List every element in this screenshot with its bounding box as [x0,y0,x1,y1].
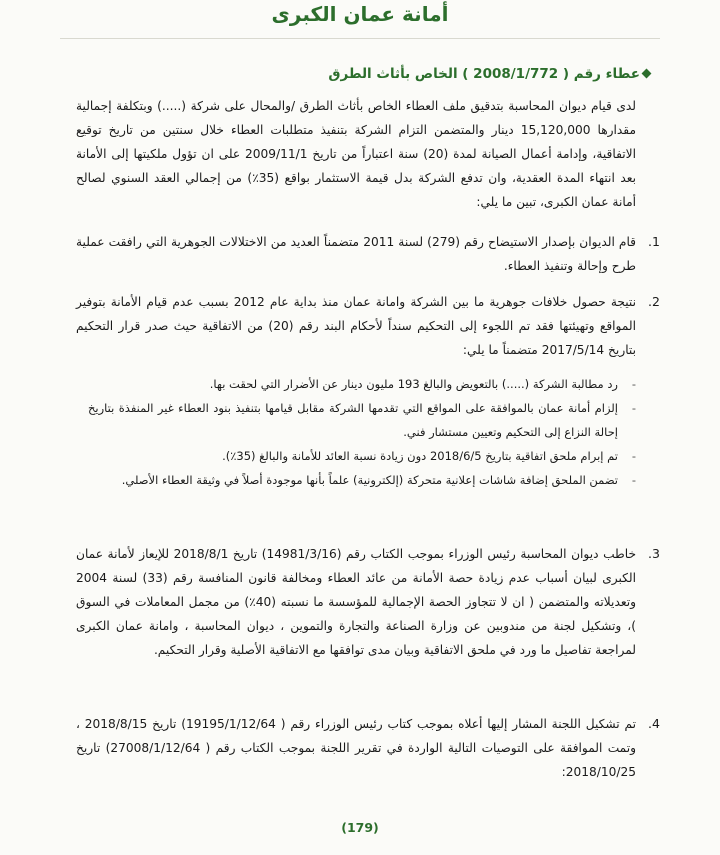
intro-paragraph: لدى قيام ديوان المحاسبة بتدقيق ملف العطاء الخاص بأثاث الطرق /والمحال على شركة (.....) وبتكلفة إجمالية مقدارها 15,120,000 دينار والمتضمن التزام الشركة بتنفيذ متطلبات العطاء خلال سنتين من تاريخ توقيع الاتفاقية، وإدامة أعمال الصيانة لمدة (20) سنة اعتباراً من تاريخ 2009/11/1 على ان تؤول ملكيتها إلى الأمانة بعد انتهاء المدة العقدية، وان تدفع الشركة بدل قيمة الاستثمار بواقع (35٪) من إجمالي العقد السنوي لصالح أمانة عمان الكبرى، تبين ما يلي: [76,99,637,209]
arbitration-sub-list [88,372,636,492]
sub-item [88,468,636,492]
numbered-item-3 [76,542,660,662]
dash-bullet-icon: - [631,377,636,391]
sub-item [88,372,636,396]
item-text: تم تشكيل اللجنة المشار إليها أعلاه بموجب كتاب رئيس الوزراء رقم ( 19195/1/12/64) تاريخ 2018/8/15 ، وتمت الموافقة على التوصيات التالية الواردة في تقرير اللجنة بموجب الكتاب رقم ( 27008/1/12/64) تاريخ 2018/10/25: [76,717,637,779]
item-number: 1. [648,234,660,249]
item-number: 2. [648,294,660,309]
item-text: خاطب ديوان المحاسبة رئيس الوزراء بموجب الكتاب رقم (14981/3/16) تاريخ 2018/8/1 للإيعاز لأمانة عمان الكبرى لبيان أسباب عدم زيادة حصة الأمانة من عائد العطاء ومخالفة قانون المنافسة رقم (33) لسنة 2004 وتعديلاته والمتضمن ( ان لا تتجاوز الحصة الإجمالية للمؤسسة ما نسبته (40٪) من مجمل المعاملات في السوق )، وتشكيل لجنة من مندوبين عن وزارة الصناعة والتجارة والتموين ، ديوان المحاسبة ، وامانة عمان الكبرى لمراجعة تفاصيل ما ورد في ملحق الاتفاقية وبيان مدى توافقها مع الاتفاقية الأصلية وقرار التحكيم. [76,547,636,657]
numbered-item-4 [76,712,660,784]
numbered-item-1 [76,230,660,278]
sub-item-text: تضمن الملحق إضافة شاشات إعلانية متحركة (إلكترونية) علماً بأنها موجودة أصلاً في وثيقة العطاء الأصلي. [121,473,618,487]
page-header-title: أمانة عمان الكبرى [271,2,449,26]
item-text: قام الديوان بإصدار الاستيضاح رقم (279) لسنة 2011 متضمناً العديد من الاختلالات الجوهرية التي رافقت عملية طرح وإحالة وتنفيذ العطاء. [76,235,637,273]
dash-bullet-icon: - [631,401,636,415]
sub-item-text: إلزام أمانة عمان بالموافقة على المواقع التي تقدمها الشركة مقابل قيامها بتنفيذ بنود العطاء غير المنفذة بتاريخ إحالة النزاع إلى التحكيم وتعيين مستشار فني. [88,401,618,439]
sub-item-text: رد مطالبة الشركة (.....) بالتعويض والبالغ 193 مليون دينار عن الأضرار التي لحقت بها. [209,377,618,391]
dash-bullet-icon: - [631,473,636,487]
item-number: 4. [648,716,660,731]
section-heading: عطاء رقم ( 2008/1/772 ) الخاص بأثاث الطرق [328,66,640,82]
item-text: نتيجة حصول خلافات جوهرية ما بين الشركة وامانة عمان منذ بداية عام 2012 بسبب عدم قيام الأمانة بتوفير المواقع وتهيئتها فقد تم اللجوء إلى التحكيم سنداً لأحكام البند رقم (20) من الاتفاقية حيث صدر قرار التحكيم بتاريخ 2017/5/14 متضمناً ما يلي: [76,295,637,357]
sub-item [88,396,636,444]
sub-item [88,444,636,468]
page-number: (179) [341,820,379,835]
diamond-bullet-icon [642,69,652,79]
item-number: 3. [648,546,660,561]
sub-item-text: تم إبرام ملحق اتفاقية بتاريخ 2018/6/5 دون زيادة نسبة العائد للأمانة والبالغ (35٪). [222,449,618,463]
numbered-item-2 [76,290,660,362]
header-divider [60,38,660,39]
dash-bullet-icon: - [631,449,636,463]
